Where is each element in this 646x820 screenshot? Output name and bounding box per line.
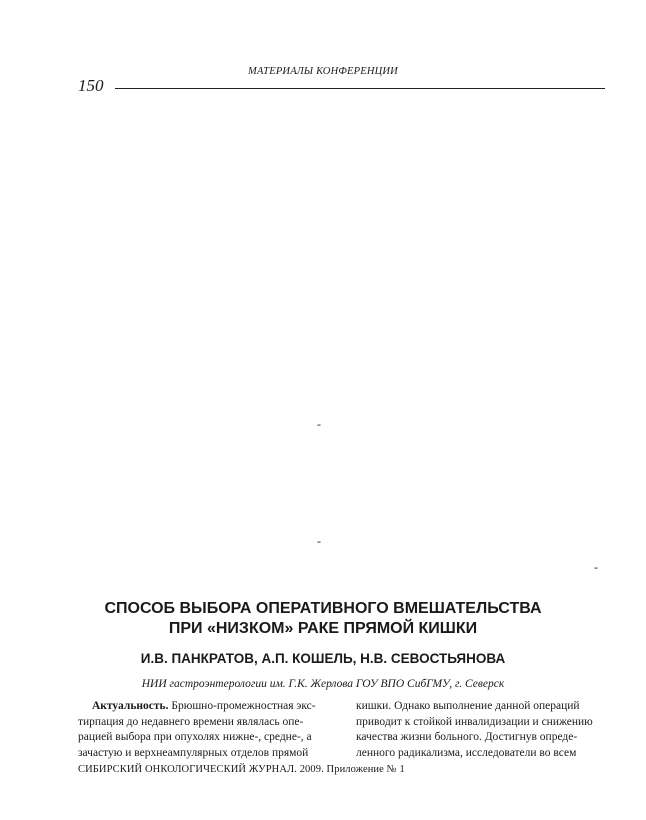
- text-line: ленного радикализма, исследователи во всем: [356, 746, 577, 759]
- stray-dash-mark: -: [317, 417, 321, 431]
- text-line: зачастую и верхнеампулярных отделов прямой: [78, 746, 309, 759]
- journal-footer: СИБИРСКИЙ ОНКОЛОГИЧЕСКИЙ ЖУРНАЛ. 2009. Приложение № 1: [78, 764, 405, 775]
- text-column-right: [356, 699, 600, 761]
- lead-label: Актуальность.: [92, 700, 169, 712]
- text-line-content: Брюшно-промежностная экс-: [168, 700, 316, 712]
- text-line: рацией выбора при опухолях нижне-, средне-, а: [78, 731, 312, 743]
- header-rule: [115, 88, 605, 89]
- stray-dash-mark: -: [594, 560, 598, 574]
- article-authors: И.В. ПАНКРАТОВ, А.П. КОШЕЛЬ, Н.В. СЕВОСТЬЯНОВА: [140, 651, 506, 666]
- page-number: 150: [78, 76, 104, 95]
- text-column-left: [78, 699, 322, 761]
- text-line: приводит к стойкой инвалидизации и снижению: [356, 715, 593, 728]
- text-line: кишки. Однако выполнение данной операций: [356, 700, 580, 712]
- article-title-line: СПОСОБ ВЫБОРА ОПЕРАТИВНОГО ВМЕШАТЕЛЬСТВА: [104, 600, 542, 617]
- article-affiliation: НИИ гастроэнтерологии им. Г.К. Жерлова ГОУ ВПО СибГМУ, г. Северск: [141, 678, 505, 690]
- article-title: [0, 599, 646, 639]
- stray-dash-mark: -: [317, 534, 321, 548]
- text-line: качества жизни больного. Достигнув опреде-: [356, 731, 578, 743]
- text-line: [78, 699, 322, 715]
- text-line: тирпация до недавнего времени являлась опе-: [78, 715, 304, 728]
- running-head: МАТЕРИАЛЫ КОНФЕРЕНЦИИ: [248, 66, 398, 77]
- article-title-line: ПРИ «НИЗКОМ» РАКЕ ПРЯМОЙ КИШКИ: [168, 620, 478, 637]
